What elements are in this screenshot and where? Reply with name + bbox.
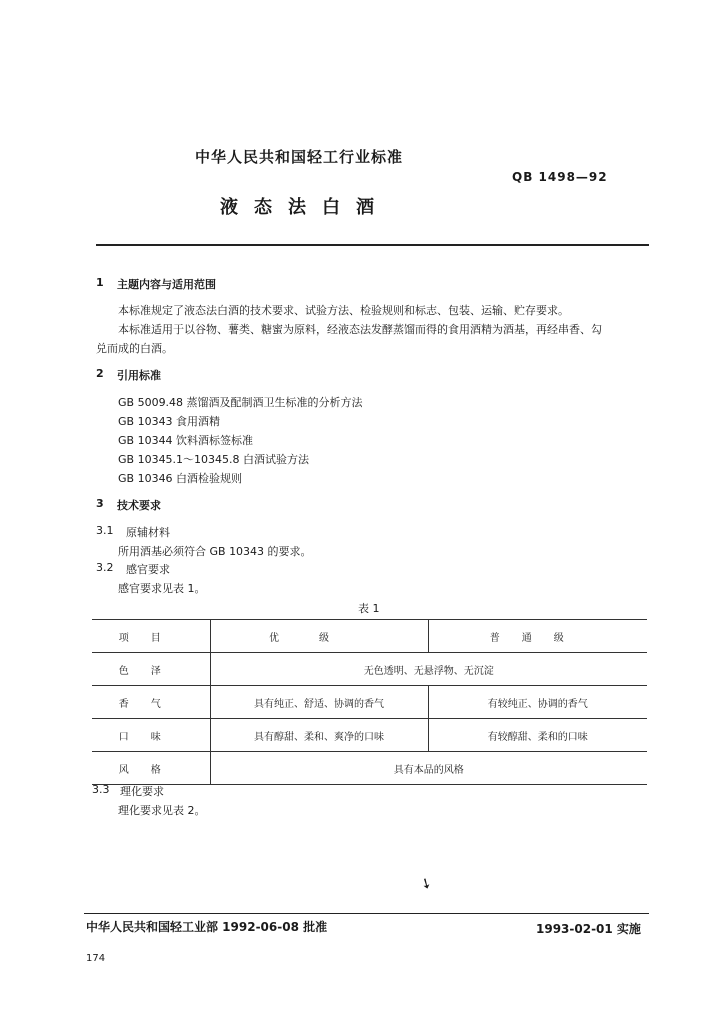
header-cell-normal: 普通级 <box>428 620 647 653</box>
scan-mark-icon: ➘ <box>416 874 435 894</box>
section-3-1-text: 所用酒基必须符合 GB 10343 的要求。 <box>118 545 312 558</box>
table-row <box>92 653 647 686</box>
section-2-title: 引用标准 <box>117 369 161 382</box>
table-row <box>92 686 647 719</box>
reference-item: GB 5009.48 蒸馏酒及配制酒卫生标准的分析方法 <box>118 396 363 409</box>
header-rule <box>96 244 649 246</box>
merged-cell: 无色透明、无悬浮物、无沉淀 <box>210 653 647 686</box>
approval-line: 中华人民共和国轻工业部 1992-06-08 批准 <box>86 920 328 934</box>
item-cell: 香气 <box>118 698 183 710</box>
normal-cell: 有较纯正、协调的香气 <box>428 686 647 719</box>
reference-item: GB 10343 食用酒精 <box>118 415 221 428</box>
section-3-1-title: 原辅材料 <box>126 526 170 539</box>
header-cell-item: 项目 <box>118 632 183 644</box>
section-3-title: 技术要求 <box>117 499 161 512</box>
table-1-caption: 表 1 <box>358 602 380 615</box>
section-1-title: 主题内容与适用范围 <box>117 278 216 291</box>
section-3-2-title: 感官要求 <box>126 563 170 576</box>
section-3-2-number: 3.2 <box>96 561 114 574</box>
section-3-2-text: 感官要求见表 1。 <box>118 582 206 595</box>
section-1-number: 1 <box>96 276 104 289</box>
sensory-requirements-table <box>92 619 647 785</box>
section-1-paragraph-2-cont: 兑而成的白酒。 <box>96 342 173 355</box>
table-header-row <box>92 620 647 653</box>
normal-cell: 有较醇甜、柔和的口味 <box>428 719 647 752</box>
section-1-paragraph-1: 本标准规定了液态法白酒的技术要求、试验方法、检验规则和标志、包装、运输、贮存要求。 <box>118 304 569 317</box>
effective-date: 1993-02-01 实施 <box>536 922 641 936</box>
section-3-1-number: 3.1 <box>96 524 114 537</box>
reference-item: GB 10346 白酒检验规则 <box>118 472 243 485</box>
section-3-3-text: 理化要求见表 2。 <box>118 804 206 817</box>
section-2-number: 2 <box>96 367 104 380</box>
document-title: 液态法白酒 <box>220 197 390 218</box>
page-number: 174 <box>86 953 106 964</box>
table-row <box>92 752 647 785</box>
excellent-cell: 具有纯正、舒适、协调的香气 <box>210 686 428 719</box>
item-cell: 色泽 <box>118 665 183 677</box>
excellent-cell: 具有醇甜、柔和、爽净的口味 <box>210 719 428 752</box>
section-3-3-title: 理化要求 <box>120 785 164 798</box>
section-1-paragraph-2: 本标准适用于以谷物、薯类、糖蜜为原料，经液态法发酵蒸馏而得的食用酒精为酒基，再经串香、勾 <box>118 323 602 336</box>
standard-number: QB 1498—92 <box>512 170 608 184</box>
footer-rule <box>84 913 649 914</box>
section-3-number: 3 <box>96 497 104 510</box>
section-3-3-number: 3.3 <box>92 783 110 796</box>
item-cell: 口味 <box>118 731 183 743</box>
item-cell: 风格 <box>118 764 183 776</box>
reference-item: GB 10345.1～10345.8 白酒试验方法 <box>118 453 310 466</box>
issuing-organization: 中华人民共和国轻工行业标准 <box>195 148 404 166</box>
header-cell-excellent: 优级 <box>210 620 428 653</box>
reference-item: GB 10344 饮料酒标签标准 <box>118 434 254 447</box>
merged-cell: 具有本品的风格 <box>210 752 647 785</box>
table-row <box>92 719 647 752</box>
